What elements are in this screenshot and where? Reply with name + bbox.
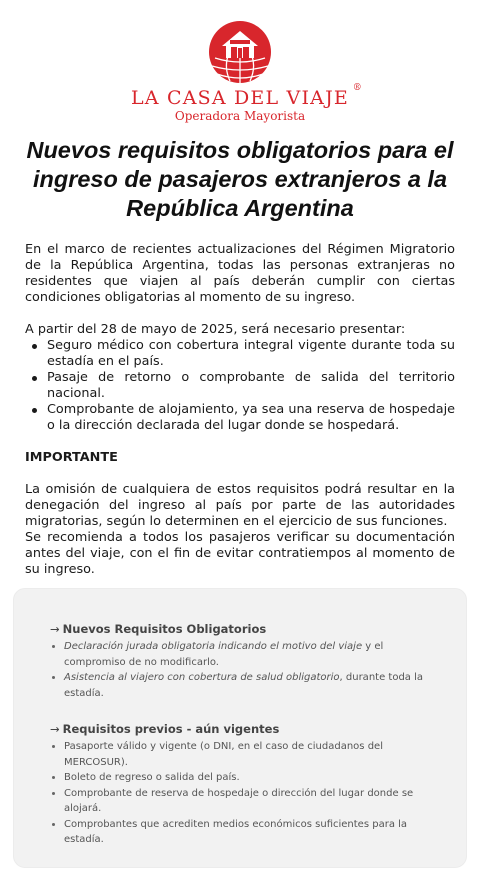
- section-heading-previous: [50, 721, 446, 737]
- intro-paragraph: En el marco de recientes actualizaciones del Régimen Migratorio de la República Argentina, todas las personas extranjeras no residentes que viajen al país deberán cumplir con ciertas condiciones obligatorias al momento de su ingreso.: [25, 242, 455, 305]
- list-item-emphasis: Asistencia al viajero con cobertura de salud obligatorio: [64, 672, 340, 683]
- recommendation-paragraph: Se recomienda a todos los pasajeros verificar su documentación antes del viaje, con el fin de evitar contratiempos al momento de su ingreso.: [25, 530, 455, 577]
- list-item: Boleto de regreso o salida del país.: [50, 770, 446, 786]
- page-title: Nuevos requisitos obligatorios para el ingreso de pasajeros extranjeros a la República Argentina: [26, 137, 454, 221]
- previous-requirements-list: [50, 739, 446, 848]
- section-heading-new: [50, 621, 446, 637]
- requirements-summary-card: [13, 588, 467, 868]
- registered-mark: ®: [352, 83, 363, 93]
- list-item: Comprobantes que acrediten medios económicos suficientes para la estadía.: [50, 817, 446, 848]
- brand-logo: [0, 20, 480, 123]
- article-body: [25, 242, 455, 578]
- list-item: Pasaporte válido y vigente (o DNI, en el caso de ciudadanos del MERCOSUR).: [50, 739, 446, 770]
- important-paragraph: La omisión de cualquiera de estos requisitos podrá resultar en la denegación del ingreso al país por parte de las autoridades migratorias, según lo determinen en el ejercicio de sus funciones.: [25, 482, 455, 529]
- list-item-text: , durante toda la estadía.: [64, 672, 424, 699]
- list-item: Pasaje de retorno o comprobante de salida del territorio nacional.: [25, 370, 455, 402]
- requirements-lead: A partir del 28 de mayo de 2025, será necesario presentar:: [25, 322, 406, 337]
- brand-subtitle: Operadora Mayorista: [174, 109, 306, 123]
- new-requirements-list: [50, 639, 446, 701]
- list-item: Seguro médico con cobertura integral vigente durante toda su estadía en el país.: [25, 338, 455, 370]
- list-item: Comprobante de alojamiento, ya sea una reserva de hospedaje o la dirección declarada del lugar donde se hospedará.: [25, 402, 455, 434]
- section-heading-text: Nuevos Requisitos Obligatorios: [62, 622, 267, 636]
- requirements-list: [25, 338, 455, 434]
- arrow-right-icon: →: [50, 722, 60, 736]
- list-item: [50, 639, 446, 670]
- brand-name: [130, 83, 363, 109]
- globe-house-icon: [208, 20, 272, 84]
- important-heading: IMPORTANTE: [25, 450, 118, 465]
- brand-name-text: LA CASA DEL VIAJE: [130, 87, 349, 109]
- list-item: [50, 670, 446, 701]
- list-item: Comprobante de reserva de hospedaje o dirección del lugar donde se alojará.: [50, 786, 446, 817]
- section-heading-text: Requisitos previos - aún vigentes: [62, 722, 280, 736]
- list-item-text: y el compromiso de no modificarlo.: [64, 641, 384, 668]
- list-item-emphasis: Declaración jurada obligatoria indicando el motivo del viaje: [64, 641, 363, 652]
- arrow-right-icon: →: [50, 622, 60, 636]
